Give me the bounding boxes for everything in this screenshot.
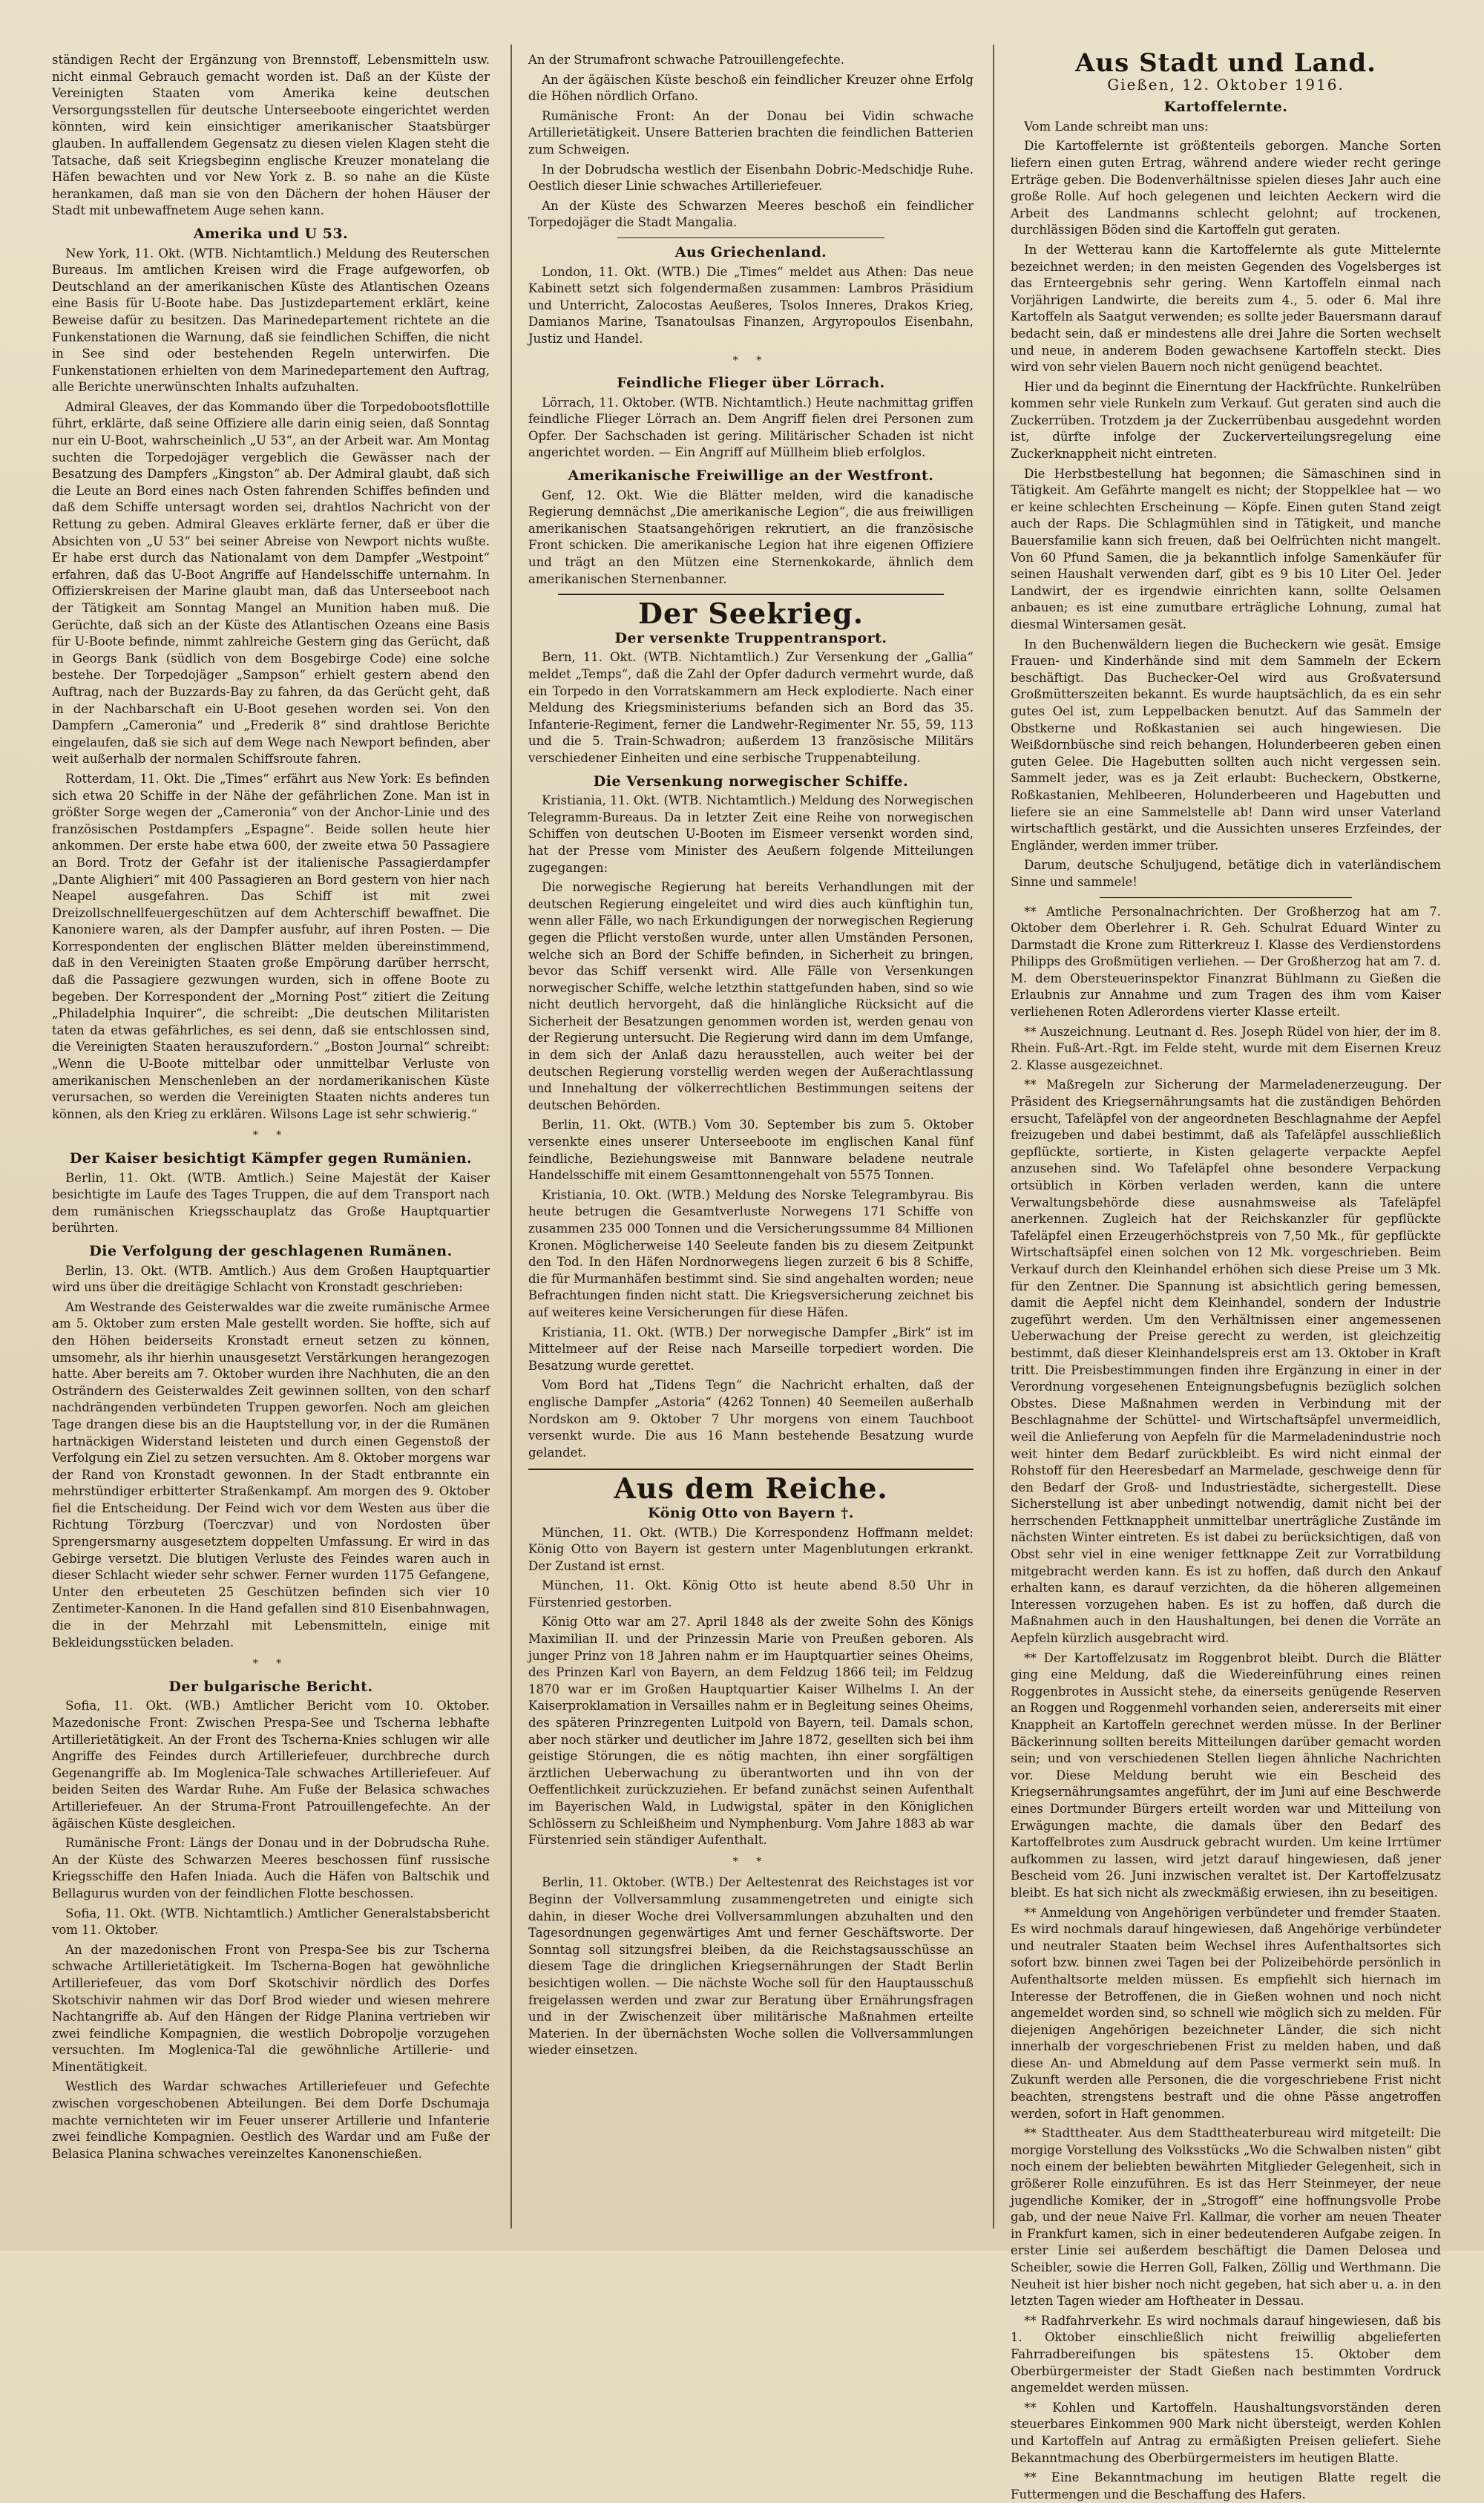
paragraph: München, 11. Okt. (WTB.) Die Korrespondenz Hoffmann meldet: König Otto von Bayern ist gestern unter Magenblutungen erkrankt. Der Zustand ist ernst. [528, 1525, 974, 1573]
paragraph: Berlin, 11. Okt. (WTB. Amtlich.) Seine Majestät der Kaiser besichtigte im Laufe des Tages Truppen, die auf dem Transport nach dem rumänischen Kriegsschauplatz das Große Hauptquartier berührten. [52, 1170, 490, 1236]
headline-kartoffelernte: Kartoffelernte. [1163, 99, 1288, 116]
paragraph: Kristiania, 11. Okt. (WTB. Nichtamtlich.) Meldung des Norwegischen Telegramm-Bureaus. Da in letzter Zeit eine Reihe von norwegischen Schiffen von deutschen U-Booten im Eismeer versenkt worden sind, hat der Presse vom Minister des Aeußern folgende Mitteilungen zugegangen: [528, 793, 974, 875]
headline-truppentransport: Der versenkte Truppentransport. [614, 629, 887, 646]
paragraph: Kristiania, 11. Okt. (WTB.) Der norwegische Dampfer „Birk“ ist im Mittelmeer auf der Reise nach Marseille torpediert worden. Die Besatzung wurde gerettet. [528, 1325, 974, 1373]
separator-stars: * * [252, 1129, 289, 1142]
news-item: ** Auszeichnung. Leutnant d. Res. Joseph Rüdel von hier, der im 8. Rhein. Fuß-Art.-Rgt. im Felde steht, wurde mit dem Eisernen Kreuz 2. Klasse ausgezeichnet. [1011, 1024, 1441, 1072]
paragraph: Sofia, 11. Okt. (WB.) Amtlicher Bericht vom 10. Oktober. Mazedonische Front: Zwischen Prespa-See und Tscherna lebhafte Artillerietätigkeit. An der Front des Tscherna-Knies schlugen wir alle Angriffe des Feindes durch Artilleriefeuer, durchbreche durch Gegenangriffe ab. Im Moglenica-Tale schwaches Artilleriefeuer. Auf beiden Seiten des Wardar Ruhe. Am Fuße der Belasica schwaches Artilleriefeuer. An der Struma-Front Patrouillengefechte. An der ägäischen Küste desgleichen. [52, 1699, 490, 1831]
separator-rule [617, 237, 884, 238]
article-continuation: ständigen Recht der Ergänzung von Brennstoff, Lebensmitteln usw. nicht einmal Gebrauch gemacht worden ist. Daß an der Küste der Vereinigten Staaten vom Amerika keine deutschen Versorgungsstellen für deutsche Unterseeboote eingerichtet werden könnten, wird kein einsichtiger amerikanischer Staatsbürger glauben. In auffallendem Gegensatz zu diesen vielen Klagen steht die Tatsache, daß seit Kriegsbeginn englische Kreuzer monatelang die Häfen bewachten und vor New York z. B. so nahe an die Küste herankamen, daß man sie von den Dächern der hohen Häuser der Stadt mit unbewaffnetem Auge sehen kann. [52, 53, 490, 218]
paragraph: Genf, 12. Okt. Wie die Blätter melden, wird die kanadische Regierung demnächst „Die amerikanische Legion“, die aus freiwilligen amerikanischen Staatsangehörigen rekrutiert, an die französische Front schicken. Die amerikanische Legion hat ihre eigenen Offiziere und trägt an den Mützen eine Sternenkokarde, ähnlich dem amerikanischen Sternenbanner. [528, 488, 974, 586]
section-rule [528, 1469, 974, 1470]
section-headline-reiche: Aus dem Reiche. [614, 1472, 888, 1506]
paragraph: Berlin, 11. Oktober. (WTB.) Der Aeltestenrat des Reichstages ist vor Beginn der Vollversammlung zusammengetreten und einigte sich dahin, in dieser Woche drei Vollversammlungen abzuhalten und den Tagesordnungen gegenwärtiges Amt und ferner Geschäftsworte. Der Sonntag soll sitzungsfrei bleiben, da die Reichstagsausschüsse an diesem Tage die dringlichen Kriegsernährungen der Stadt Berlin besichtigen wollen. — Die nächste Woche soll für den Hauptausschuß freigelassen werden und zwar zur Beratung über Ernährungsfragen und in der Zwischenzeit über militärische Maßnahmen erteilte Materien. In der übernächsten Woche sollen die Vollversammlungen wieder einsetzen. [528, 1875, 974, 2058]
column-left [52, 52, 490, 2228]
paragraph: Die norwegische Regierung hat bereits Verhandlungen mit der deutschen Regierung eingeleitet und wird dies auch künftighin tun, wenn aller Fälle, wo nach Erkundigungen der norwegischen Regierung gegen die Pflicht verstoßen wurde, unter allen Umständen Personen, welche sich an Bord der Schiffe befinden, in Sicherheit zu bringen, bevor das Schiff versenkt wird. Alle Fälle von Versenkungen norwegischer Schiffe, welche letzthin stattgefunden haben, sind so wie nicht deutlich hervorgeht, daß die hinlängliche Rücksicht auf die Sicherheit der Besatzungen genommen worden ist, werden genau von der Regierung untersucht. Die Regierung wird dann im dem Umfange, in dem sich der Anlaß dazu herausstellen, auch weiter bei der deutschen Regierung vorstellig werden wegen der Außerachtlassung und Innehaltung der völkerrechtlichen Bestimmungen seitens der deutschen Behörden. [528, 880, 974, 1112]
section-headline-stadt-land: Aus Stadt und Land. [1075, 48, 1376, 78]
section-headline-seekrieg: Der Seekrieg. [638, 597, 864, 631]
headline-griechenland: Aus Griechenland. [674, 243, 827, 260]
paragraph: München, 11. Okt. König Otto ist heute abend 8.50 Uhr in Fürstenried gestorben. [528, 1578, 974, 1610]
paragraph: Rotterdam, 11. Okt. Die „Times“ erfährt aus New York: Es befinden sich etwa 20 Schiffe in der Nähe der gefährlichen Zone. Man ist in größter Sorge wegen der „Cameronia“ von der Anchor-Linie und des französischen Postdampfers „Espagne“. Beide sollen heute hier ankommen. Der erste habe etwa 600, der zweite etwa 50 Passagiere an Bord. Trotz der Gefahr ist der italienische Passagierdampfer „Dante Alighieri“ mit 400 Passagieren an Bord gestern von hier nach Neapel ausgefahren. Das Schiff ist mit zwei Dreizollschnellfeuergeschützen auf dem Achterschiff bewaffnet. Die Kanoniere waren, als der Dampfer ausfuhr, auf ihren Posten. — Die Korrespondenten der englischen Blätter melden übereinstimmend, daß in den Vereinigten Staaten große Empörung darüber herrscht, daß die Passagiere gezwungen wurden, sich in offene Boote zu begeben. Der Korrespondent der „Morning Post“ zitiert die Zeitung „Philadelphia Inquirer“, die schreibt: „Die deutschen Militaristen taten da etwas gefährliches, es sei denn, daß sie entschlossen sind, die Vereinigten Staaten herauszufordern.“ „Boston Journal“ schreibt: „Wenn die U-Boote mittelbar oder unmittelbar Verluste von amerikanischen Menschenleben an der nordamerikanischen Küste verursachen, so werden die Vereinigten Staaten nichts anderes tun können, als den Krieg zu erklären. Wilsons Lage ist sehr schwierig.“ [52, 771, 490, 1121]
paragraph: An der mazedonischen Front von Prespa-See bis zur Tscherna schwache Artillerietätigkeit. Im Tscherna-Bogen hat gewöhnliche Artilleriefeuer, das vom Dorf Skotschivir nördlich des Dorfes Skotschivir nahmen wir das Dorf Brod wieder und wiesen mehrere Nachtangriffe ab. Auf den Hängen der Ridge Planina vertrieben wir zwei feindliche Kompagnien, die westlich Dobropolje vorzugehen versuchten. Im Moglenica-Tal die gewöhnliche Artillerie- und Minentätigkeit. [52, 1942, 490, 2074]
paragraph: Kristiania, 10. Okt. (WTB.) Meldung des Norske Telegrambyrau. Bis heute betrugen die Gesamtverluste Norwegens 171 Schiffe von zusammen 235 000 Tonnen und die Versicherungssumme 84 Millionen Kronen. Möglicherweise 140 Seeleute fanden bis zu diesem Zeitpunkt den Tod. In den Häfen Nordnorwegens liegen zurzeit 6 bis 8 Schiffe, die für Murmanhäfen bestimmt sind. Sie sind angehalten worden; neue Befrachtungen finden nicht statt. Die Kriegsversicherung zeichnet bis auf weiteres keine Versicherungen für diese Häfen. [528, 1187, 974, 1319]
headline-bulgarischer-bericht: Der bulgarische Bericht. [168, 1678, 373, 1695]
paragraph: Rumänische Front: An der Donau bei Vidin schwache Artillerietätigkeit. Unsere Batterien brachten die feindlichen Batterien zum Schweigen. [528, 108, 974, 157]
paragraph: Am Westrande des Geisterwaldes war die zweite rumänische Armee am 5. Oktober zum ersten Male gestellt worden. Sie hoffte, sich auf den Höhen beiderseits Kronstadt erneut setzen zu können, umsomehr, als ihr hierhin unausgesetzt Verstärkungen herangezogen hatte. Aber bereits am 7. Oktober wurden ihre Nachhuten, die an den Osträndern des Geisterwaldes Zeit gewinnen sollten, von den scharf nachdrängenden verbündeten Truppen geworfen. Noch am gleichen Tage drangen diese bis an die Hauptstellung vor, in der die Rumänen hartnäckigen Widerstand leisteten und durch einen Gegenstoß der Verfolgung ein Ziel zu setzen versuchten. Am 8. Oktober morgens war der Rand von Kronstadt gewonnen. In der Stadt entbrannte ein mehrstündiger erbitterter Straßenkampf. Am morgen des 9. Oktober fiel die Entscheidung. Der Feind wich vor dem Westen aus über die Richtung Törzburg (Toerczvar) und von Nordosten über Sprengersmarny ausgesetztem doppelten Umfassung. Er wird in das Gebirge versetzt. Die blutigen Verluste des Feindes waren auch in dieser Schlacht wieder sehr schwer. Ferner wurden 1175 Gefangene, Unter den erbeuteten 25 Geschützen befinden sich vier 10 Zentimeter-Kanonen. In die Hand gefallen sind 810 Eisenbahnwagen, die in der Mehrzahl mit Lebensmitteln, einige mit Bekleidungsstücken beladen. [52, 1299, 490, 1650]
headline-flieger-loerrach: Feindliche Flieger über Lörrach. [617, 375, 885, 392]
paragraph: An der Strumafront schwache Patrouillengefechte. [528, 53, 844, 67]
headline-kaiser: Der Kaiser besichtigt Kämpfer gegen Rumänien. [69, 1150, 473, 1167]
paragraph: Vom Lande schreibt man uns: [1024, 119, 1209, 134]
separator-rule [1100, 897, 1352, 898]
paragraph: In den Buchenwäldern liegen die Bucheckern wie gesät. Emsige Frauen- und Kinderhände sind mit dem Sammeln der Eckern beschäftigt. Das Buchecker-Oel wird aus Großvatersund Großmütterszeiten bekannt. Es wurde hauptsächlich, da es ein sehr gutes Oel ist, zum Leppelbacken benutzt. Auf das Sammeln der Obstkerne und Roßkastanien sei auch hingewiesen. Die Weißdornbüsche sind reich behangen, Holunderbeeren geben einen guten Gelee. Die Hagebutten sollten auch nicht vergessen sein. Sammelt jeder, was es ja Zeit erlaubt: Bucheckern, Obstkerne, Roßkastanien, Mehlbeeren, Holunderbeeren und Hagebutten und liefere sie an eine Sammelstelle ab! Dann wird unser Vaterland wirtschaftlich gestärkt, und die Aussichten unseres Erzfeindes, der Engländer, werden immer trüber. [1011, 637, 1441, 853]
column-middle [528, 52, 974, 2228]
paragraph: Westlich des Wardar schwaches Artilleriefeuer und Gefechte zwischen vorgeschobenen Abteilungen. Bei dem Dorfe Dschumaja machte vernichteten wir im Feuer unserer Artillerie und Infanterie zwei feindliche Kompagnien. Oestlich des Wardar und am Fuße der Belasica Planina schwaches vereinzeltes Kanonenschießen. [52, 2079, 490, 2161]
headline-amerikanische-freiwillige: Amerikanische Freiwillige an der Westfront. [568, 468, 934, 485]
paragraph: Rumänische Front: Längs der Donau und in der Dobrudscha Ruhe. An der Küste des Schwarzen Meeres beschossen fünf russische Kriegsschiffe den Hafen Iniada. Auch die Häfen von Baltschik und Bellagurus wurden von der feindlichen Flotte beschossen. [52, 1836, 490, 1900]
paragraph: Vom Bord hat „Tidens Tegn“ die Nachricht erhalten, daß der englische Dampfer „Astoria“ (4262 Tonnen) 40 Seemeilen außerhalb Nordskon am 9. Oktober 7 Uhr morgens von einem Tauchboot versenkt wurde. Die aus 16 Mann bestehende Besatzung wurde gelandet. [528, 1378, 974, 1460]
news-item: ** Der Kartoffelzusatz im Roggenbrot bleibt. Durch die Blätter ging eine Meldung, daß die Wiedereinführung eines reinen Roggenbrotes in Aussicht stehe, da einerseits genügende Reserven an Roggen und Roggenmehl vorhanden seien, andererseits mit einer Knappheit an Kartoffeln gerechnet werden müsse. In der Berliner Bäckerinnung sollten bereits Mitteilungen darüber gemacht worden sein; und von verschiedenen Stellen liegen ähnliche Nachrichten vor. Diese Meldung beruht wie ein Bescheid des Kriegsernährungsamtes angeführt, der im Juni auf eine Beschwerde eines Dortmunder Bürgers erteilt worden war und Mitteilung von Erwägungen machte, die damals über den Bedarf des Kartoffelbrotes zum Ausdruck gebracht wurden. Um keine Irrtümer aufkommen zu lassen, wird jetzt darauf hingewiesen, daß jener Bescheid vom 26. Juni inzwischen veraltet ist. Der Kartoffelzusatz bleibt. Es hat sich nicht als zweckmäßig erwiesen, ihn zu beseitigen. [1011, 1650, 1441, 1900]
news-item: ** Anmeldung von Angehörigen verbündeter und fremder Staaten. Es wird nochmals darauf hingewiesen, daß Angehörige verbündeter und neutraler Staaten beim Wechsel ihres Aufenthaltsortes sich sofort bzw. binnen zwei Tagen bei der Polizeibehörde persönlich in Aufenthaltsorte melden müssen. Es empfiehlt sich hiernach im Interesse der Betroffenen, die in Gießen wohnen und noch nicht angemeldet worden sind, so schnell wie möglich sich zu melden. Für diejenigen Angehörigen bezeichneter Länder, die sich nicht innerhalb der vorgeschriebenen Frist zu melden haben, und daß diese An- und Abmeldung auf dem Passe vermerkt sein muß. In Zukunft werden alle Personen, die die vorgeschriebene Frist nicht beachten, strengstens bestraft und die ohne Pässe angetroffen werden, sofort in Haft genommen. [1011, 1905, 1441, 2121]
paragraph: Sofia, 11. Okt. (WTB. Nichtamtlich.) Amtlicher Generalstabsbericht vom 11. Oktober. [52, 1906, 490, 1938]
paragraph: Lörrach, 11. Oktober. (WTB. Nichtamtlich.) Heute nachmittag griffen feindliche Flieger Lörrach an. Dem Angriff fielen drei Personen zum Opfer. Der Sachschaden ist gering. Militärischer Schaden ist nicht angerichtet worden. — Ein Angriff auf Müllheim blieb erfolglos. [528, 395, 974, 460]
separator-stars: * * [252, 1658, 289, 1670]
news-item: ** Amtliche Personalnachrichten. Der Großherzog hat am 7. Oktober dem Oberlehrer i. R. Geh. Schulrat Eduard Winter zu Darmstadt die Krone zum Ritterkreuz I. Klasse des Verdienstordens Philipps des Großmütigen verliehen. — Der Großherzog hat am 7. d. M. dem Obersteuerinspektor Finanzrat Bühlmann zu Gießen die Erlaubnis zur Annahme und zum Tragen des ihm vom Kaiser verliehenen Roten Adlerordens vierter Klasse erteilt. [1011, 904, 1441, 1020]
paragraph: London, 11. Okt. (WTB.) Die „Times“ meldet aus Athen: Das neue Kabinett setzt sich folgendermaßen zusammen: Lambros Präsidium und Unterricht, Zalocostas Aeußeres, Tsolos Inneres, Drakos Krieg, Damianos Marine, Tsanatoulsas Finanzen, Argyropoulos Eisenbahn, Justiz und Handel. [528, 264, 974, 346]
headline-koenig-otto: König Otto von Bayern †. [648, 1504, 854, 1521]
paragraph: New York, 11. Okt. (WTB. Nichtamtlich.) Meldung des Reuterschen Bureaus. Im amtlichen Kreisen wird die Frage aufgeworfen, ob Deutschland an der amerikanischen Küste des Atlantischen Ozeans eine Basis für U-Boote habe. Das Justizdepartement erklärt, keine Beweise dafür zu besitzen. Das Marinedepartement richtete an die Funkenstationen die Warnung, daß sie feindlichen Schiffen, die nicht in See sind oder bestehenden Regeln unterwirfen. Die Funkenstationen erhielten von dem Marinedepartement den Auftrag, alle Berichte unerwünschten Inhalts aufzuhalten. [52, 246, 490, 395]
news-item: ** Maßregeln zur Sicherung der Marmeladenerzeugung. Der Präsident des Kriegsernährungsamts hat die zuständigen Behörden ersucht, Tafeläpfel von der angeordneten Beschlagnahme der Aepfel freizugeben und dabei bestimmt, daß als Tafeläpfel ausschließlich gepflückte, sortierte, in Kisten gelagerte verpackte Aepfel anzusehen sind. Wo Tafeläpfel ohne besondere Verpackung ortsüblich in Körben verladen werden, kann die untere Verwaltungsbehörde diese ausnahmsweise als Tafeläpfel anerkennen. Zugleich hat der Reichskanzler für gepflückte Tafeläpfel einen Erzeugerhöchstpreis von 7,50 Mk., für gepflückte Wirtschaftsäpfel einen solchen von 12 Mk. vorgeschrieben. Beim Verkauf durch den Kleinhandel erhöhen sich diese Preise um 3 Mk. für den Zentner. Die Spannung ist absichtlich gering bemessen, damit die Aepfel nicht dem Kleinhandel, sondern der Industrie zugeführt werden. Um den Verhältnissen einer angemessenen Ueberwachung der Preise gerecht zu werden, ist gleichzeitig bestimmt, daß dieser Kleinhandelspreis erst am 13. Oktober in Kraft tritt. Die Preisbestimmungen finden ihre Ergänzung in einer in der Verordnung vorgesehenen Enteignungsbefugnis bezüglich solchen Obstes. Diese Maßnahmen werden in Verbindung mit der Beschlagnahme der Schüttel- und Wirtschaftsäpfel unvermeidlich, weil die Anlieferung von Aepfeln für die Marmeladenindustrie noch weit hinter dem Bedarf zurückbleibt. Es wird nicht einmal der Rohstoff für den Heeresbedarf an Marmelade, geschweige denn für den Bedarf der Groß- und Industriestädte, sichergestellt. Diese Sicherstellung ist aber unbedingt notwendig, damit nicht bei der herrschenden Fettknappheit unmittelbar unerträgliche Zustände im nächsten Winter eintreten. Es ist dabei zu berücksichtigen, daß von Obst sehr viel in eine weniger fettknappe Zeit zur Vorratbildung mitgebracht werden kann. Es ist zu hoffen, daß durch den Ankauf erhalten kann, es darauf verzichten, da die höheren allgemeinen Interessen vorzugehen haben. Es ist zu hoffen, daß durch die Maßnahmen auch in den Haushaltungen, bei denen die Vorräte an Aepfeln kürzlich ausgebracht wird. [1011, 1077, 1441, 1646]
news-item: ** Stadttheater. Aus dem Stadttheaterbureau wird mitgeteilt: Die morgige Vorstellung des Volksstücks „Wo die Schwalben nisten“ gibt noch einem der beliebten bewährten Mitglieder Gelegenheit, sich in größerer Rolle einzuführen. Es ist das Herr Steinmeyer, der neue jugendliche Komiker, der in „Strogoff“ eine hoffnungsvolle Probe gab, und der neue Naive Frl. Kallmar, die vorher am neuen Theater in Frankfurt kamen, sich in einer bedeutenderen Aufgabe zeigen. In erster Linie sei außerdem beschäftigt die Damen Delosea und Scheibler, sowie die Herren Goll, Falken, Zöllig und Werthmann. Die Neuheit ist hier bisher noch nicht gegeben, hat sich aber u. a. in den letzten Tagen wieder am Hoftheater in Dessau. [1011, 2126, 1441, 2309]
paragraph: In der Wetterau kann die Kartoffelernte als gute Mittelernte bezeichnet werden; in den meisten Gegenden des Vogelsberges ist das Ernteergebnis sehr gering. Wenn Kartoffeln einmal nach Vorjährigen Landwirte, die bereits zum 4., 5. oder 6. Mal ihre Kartoffeln als Saatgut verwenden; es sollte jeder Bauersmann darauf bedacht sein, daß er mindestens alle drei Jahre die Sorten wechselt und neue, in anderem Boden gewachsene Kartoffeln steckt. Dies wird von sehr vielen Bauern noch nicht genügend beachtet. [1011, 242, 1441, 375]
paragraph: In der Dobrudscha westlich der Eisenbahn Dobric-Medschidje Ruhe. Oestlich dieser Linie schwaches Artilleriefeuer. [528, 162, 974, 194]
dateline: Gießen, 12. Oktober 1916. [1107, 75, 1345, 94]
paragraph: Darum, deutsche Schuljugend, betätige dich in vaterländischem Sinne und sammele! [1011, 858, 1441, 889]
paragraph: Hier und da beginnt die Einerntung der Hackfrüchte. Runkelrüben kommen sehr viele Runkeln zum Verkauf. Gut geraten sind auch die Zuckerrüben. Trotzdem ja der Zuckerrübenbau ausgedehnt worden ist, dürfte infolge der Zuckerverteilungsregelung eine Zuckerknappheit nicht eintreten. [1011, 379, 1441, 462]
news-item: ** Radfahrverkehr. Es wird nochmals darauf hingewiesen, daß bis 1. Oktober einschließlich nicht freiwillig abgelieferten Fahrradbereifungen bis spätestens 15. Oktober dem Oberbürgermeister der Stadt Gießen nach bestimmten Vordruck angemeldet werden müssen. [1011, 2313, 1441, 2395]
paragraph: An der Küste des Schwarzen Meeres beschoß ein feindlicher Torpedojäger die Stadt Mangalia. [528, 198, 974, 230]
column-divider [993, 45, 994, 2228]
paragraph: Berlin, 11. Okt. (WTB.) Vom 30. September bis zum 5. Oktober versenkte eines unserer Unterseeboote im englischen Kanal fünf feindliche, Beziehungsweise mit Bannware beladene neutrale Handelsschiffe mit einem Gesamttonnengehalt von 5575 Tonnen. [528, 1118, 974, 1183]
headline-amerika-u53: Amerika und U 53. [193, 225, 349, 242]
paragraph: Die Kartoffelernte ist größtenteils geborgen. Manche Sorten liefern einen guten Ertrag, während andere wieder recht geringe Erträge geben. Die Bodenverhältnisse spielen dieses Jahr auch eine große Rolle. Auf hoch gelegenen und leichten Aeckern wird die Arbeit des Landmanns schlecht gelohnt; auf trockenen, durchlässigen Böden sind die Kartoffeln gut geraten. [1011, 139, 1441, 237]
news-item: ** Kohlen und Kartoffeln. Haushaltungsvorständen deren steuerbares Einkommen 900 Mark nicht übersteigt, werden Kohlen und Kartoffeln auf Antrag zu ermäßigten Preisen geliefert. Siehe Bekanntmachung des Oberbürgermeisters im heutigen Blatte. [1011, 2400, 1441, 2465]
separator-stars: * * [732, 1855, 769, 1868]
paragraph: An der ägäischen Küste beschoß ein feindlicher Kreuzer ohne Erfolg die Höhen nördlich Orfano. [528, 72, 974, 104]
paragraph: Admiral Gleaves, der das Kommando über die Torpedobootsflottille führt, erklärte, daß seine Offiziere alle darin einig seien, daß Sonntag nur ein U-Boot, wahrscheinlich „U 53“, an der Arbeit war. Am Montag suchten die Torpedojäger vergeblich die Gewässer nach der Besatzung des Dampfers „Kingston“ ab. Der Admiral glaubt, daß sich die Leute an Bord eines nach Osten fahrenden Schiffes befinden und daß dem Schiffe untersagt worden sei, drahtlos Nachricht von der Rettung zu geben. Admiral Gleaves erklärte ferner, daß er über die Absichten von „U 53“ bei seiner Abreise von Newport nichts wußte. Er habe erst durch das Nationalamt von dem Dampfer „Westpoint“ erfahren, daß das U-Boot Angriffe auf Handelsschiffe unternahm. In Offizierskreisen der Marine glaubt man, daß das Unterseeboot nach der Tätigkeit am Sonntag Mangel an Munition haben muß. Die Gerüchte, daß sich an der Küste des Atlantischen Ozeans eine Basis für U-Boote befinde, nimmt zahlreiche Gestern ging das Gerücht, daß in Georgs Bank (südlich von dem Bosgebirge Code) eine solche bestehe. Der Torpedojäger „Sampson“ erhielt gestern abend den Auftrag, nach der Buzzards-Bay zu fahren, da das Gerücht geht, daß in der Nachbarschaft ein U-Boot gesehen worden sei. Von den Dampfern „Cameronia“ und „Frederik 8“ sind drahtlose Berichte eingelaufen, daß sie sich auf dem Wege nach Newport befinden, aber weit außerhalb der normalen Schiffsroute fahren. [52, 399, 490, 767]
paragraph: König Otto war am 27. April 1848 als der zweite Sohn des Königs Maximilian II. und der Prinzessin Marie von Preußen geboren. Als junger Prinz von 18 Jahren nahm er im Hauptquartier seines Oheims, des Prinzen Karl von Bayern, an dem Feldzug 1866 teil; im Feldzug 1870 war er im Großen Hauptquartier Kaiser Wilhelms I. An der Kaiserproklamation in Versailles nahm er in Begleitung seines Oheims, des späteren Prinzregenten Luitpold von Bayern, teil. Damals schon, aber noch stärker und deutlicher im Jahre 1872, gesellten sich bei ihm geistige Störungen, die es nötig machten, ihn einer sorgfältigen ärztlichen Ueberwachung zu überantworten und ihn von der Oeffentlichkeit zurückzuziehen. Er befand zunächst seinen Aufenthalt im Bayerischen Wald, in Ludwigstal, später in den Königlichen Schlössern zu Schleißheim und Nymphenburg. Vom Jahre 1883 ab war Fürstenried sein ständiger Aufenthalt. [528, 1615, 974, 1848]
news-item: ** Eine Bekanntmachung im heutigen Blatte regelt die Futtermengen und die Beschaffung des Hafers. [1011, 2470, 1441, 2502]
paragraph: Bern, 11. Okt. (WTB. Nichtamtlich.) Zur Versenkung der „Gallia“ meldet „Temps“, daß die Zahl der Opfer dadurch vermehrt wurde, daß ein Torpedo in den Vorratskammern am Heck explodierte. Nach einer Meldung des Kriegsministeriums befanden sich an Bord das 35. Infanterie-Regiment, ferner die Landwehr-Regimenter Nr. 55, 59, 113 und die 5. Train-Schwadron; außerdem 13 französische Militärs verschiedener Einheiten und eine serbische Truppenabteilung. [528, 650, 974, 765]
column-divider [510, 45, 512, 2228]
section-rule [558, 594, 944, 595]
separator-stars: * * [732, 354, 769, 367]
paragraph: Die Herbstbestellung hat begonnen; die Sämaschinen sind in Tätigkeit. Am Gefährte mangelt es nicht; der Stoppelklee hat — wo er keine schlechten Erscheinung — Köpfe. Einen guten Stand zeigt auch der Raps. Die Schlagmühlen sind in Tätigkeit, und manche Bauersfamilie kann sich freuen, daß bei Oelfrüchten nicht mangelt. Von 60 Pfund Samen, die ja bekanntlich infolge Samenkäufer für seinen Haushalt verwenden darf, gibt es 9 bis 10 Liter Oel. Jeder Landwirt, der es irgendwie einrichten kann, sollte Oelsamen anbauen; es ist eine zumutbare erträgliche Lohnung, zumal hat diesmal Wintersamen gesät. [1011, 466, 1441, 632]
paragraph: Berlin, 13. Okt. (WTB. Amtlich.) Aus dem Großen Hauptquartier wird uns über die dreitägige Schlacht von Kronstadt geschrieben: [52, 1263, 490, 1295]
headline-norwegische-schiffe: Die Versenkung norwegischer Schiffe. [593, 772, 909, 790]
column-right [1011, 48, 1441, 2502]
headline-verfolgung: Die Verfolgung der geschlagenen Rumänen. [89, 1242, 453, 1259]
